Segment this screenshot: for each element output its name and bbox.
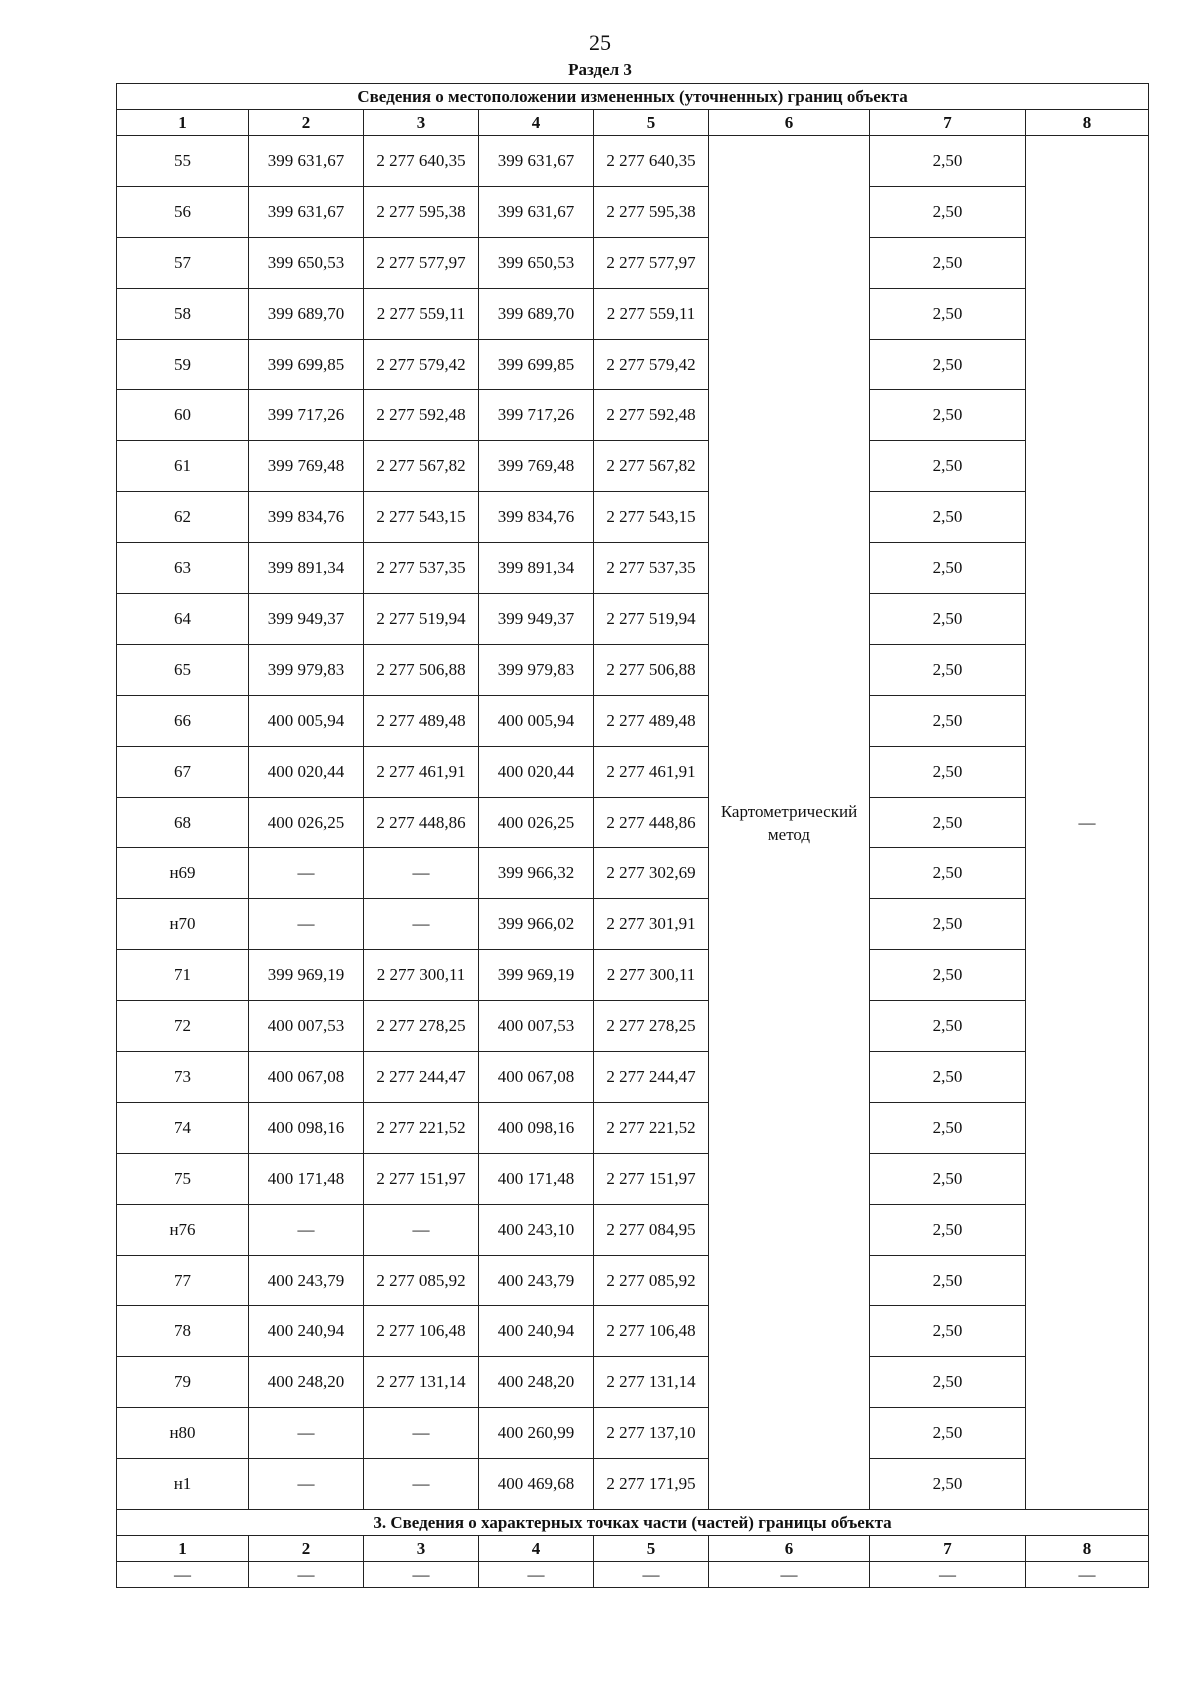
y-new-cell: 2 277 137,10 <box>594 1408 709 1459</box>
point-number-cell: 68 <box>117 797 249 848</box>
table-row <box>117 136 1149 187</box>
point-number-cell: 58 <box>117 288 249 339</box>
column-number: 4 <box>479 110 594 136</box>
column-number: 7 <box>870 110 1026 136</box>
table-body <box>117 84 1149 1588</box>
column-number-row <box>117 110 1149 136</box>
column-number: 2 <box>249 110 364 136</box>
accuracy-cell: 2,50 <box>870 1001 1026 1052</box>
point-number-cell: 60 <box>117 390 249 441</box>
y-new-cell: 2 277 244,47 <box>594 1052 709 1103</box>
x-new-cell: 399 769,48 <box>479 441 594 492</box>
y-new-cell: 2 277 278,25 <box>594 1001 709 1052</box>
x-old-cell: 399 969,19 <box>249 950 364 1001</box>
column-number: 6 <box>709 110 870 136</box>
x-new-cell: 399 979,83 <box>479 644 594 695</box>
subsection-caption: 3. Сведения о характерных точках части (частей) границы объекта <box>117 1510 1149 1536</box>
point-number-cell: 62 <box>117 492 249 543</box>
subsection-column-number: 3 <box>364 1536 479 1562</box>
x-old-cell: 400 026,25 <box>249 797 364 848</box>
point-number-cell: 66 <box>117 695 249 746</box>
y-new-cell: 2 277 461,91 <box>594 746 709 797</box>
x-old-cell: 399 717,26 <box>249 390 364 441</box>
x-old-cell: — <box>249 899 364 950</box>
subsection-empty-cell: — <box>709 1562 870 1588</box>
x-new-cell: 399 650,53 <box>479 237 594 288</box>
x-old-cell: 399 689,70 <box>249 288 364 339</box>
accuracy-cell: 2,50 <box>870 492 1026 543</box>
subsection-column-number: 5 <box>594 1536 709 1562</box>
subsection-column-number: 8 <box>1026 1536 1149 1562</box>
y-old-cell: 2 277 085,92 <box>364 1255 479 1306</box>
x-new-cell: 400 469,68 <box>479 1459 594 1510</box>
x-new-cell: 399 631,67 <box>479 186 594 237</box>
point-number-cell: 74 <box>117 1102 249 1153</box>
x-new-cell: 400 098,16 <box>479 1102 594 1153</box>
y-new-cell: 2 277 300,11 <box>594 950 709 1001</box>
point-number-cell: 57 <box>117 237 249 288</box>
table-row <box>117 1459 1149 1510</box>
x-old-cell: — <box>249 1204 364 1255</box>
x-new-cell: 399 689,70 <box>479 288 594 339</box>
accuracy-cell: 2,50 <box>870 543 1026 594</box>
y-old-cell: — <box>364 848 479 899</box>
point-number-cell: 65 <box>117 644 249 695</box>
table-row <box>117 288 1149 339</box>
point-number-cell: 73 <box>117 1052 249 1103</box>
y-new-cell: 2 277 084,95 <box>594 1204 709 1255</box>
accuracy-cell: 2,50 <box>870 746 1026 797</box>
x-old-cell: 400 067,08 <box>249 1052 364 1103</box>
table-row <box>117 441 1149 492</box>
y-new-cell: 2 277 559,11 <box>594 288 709 339</box>
y-new-cell: 2 277 543,15 <box>594 492 709 543</box>
point-number-cell: 72 <box>117 1001 249 1052</box>
x-new-cell: 399 699,85 <box>479 339 594 390</box>
y-old-cell: 2 277 592,48 <box>364 390 479 441</box>
accuracy-cell: 2,50 <box>870 1357 1026 1408</box>
y-new-cell: 2 277 579,42 <box>594 339 709 390</box>
x-old-cell: 399 699,85 <box>249 339 364 390</box>
subsection-empty-cell: — <box>870 1562 1026 1588</box>
x-old-cell: 399 631,67 <box>249 136 364 187</box>
accuracy-cell: 2,50 <box>870 288 1026 339</box>
y-old-cell: 2 277 640,35 <box>364 136 479 187</box>
table-row <box>117 594 1149 645</box>
section-title: Раздел 3 <box>568 60 632 79</box>
point-number-cell: 77 <box>117 1255 249 1306</box>
point-number-cell: н1 <box>117 1459 249 1510</box>
table-row <box>117 186 1149 237</box>
x-new-cell: 400 067,08 <box>479 1052 594 1103</box>
table-row <box>117 695 1149 746</box>
accuracy-cell: 2,50 <box>870 848 1026 899</box>
x-old-cell: 400 020,44 <box>249 746 364 797</box>
x-old-cell: 399 891,34 <box>249 543 364 594</box>
point-number-cell: 79 <box>117 1357 249 1408</box>
page-number: 25 <box>589 30 611 55</box>
accuracy-cell: 2,50 <box>870 594 1026 645</box>
y-old-cell: — <box>364 1204 479 1255</box>
column-number: 8 <box>1026 110 1149 136</box>
x-old-cell: 399 631,67 <box>249 186 364 237</box>
y-old-cell: 2 277 543,15 <box>364 492 479 543</box>
y-old-cell: 2 277 506,88 <box>364 644 479 695</box>
point-number-cell: 78 <box>117 1306 249 1357</box>
accuracy-cell: 2,50 <box>870 237 1026 288</box>
y-old-cell: 2 277 595,38 <box>364 186 479 237</box>
x-old-cell: — <box>249 1459 364 1510</box>
y-new-cell: 2 277 519,94 <box>594 594 709 645</box>
table-row <box>117 1001 1149 1052</box>
subsection-column-number: 6 <box>709 1536 870 1562</box>
table-row <box>117 644 1149 695</box>
x-old-cell: 399 834,76 <box>249 492 364 543</box>
table-row <box>117 1255 1149 1306</box>
x-new-cell: 399 949,37 <box>479 594 594 645</box>
table-row <box>117 1052 1149 1103</box>
accuracy-cell: 2,50 <box>870 1052 1026 1103</box>
y-new-cell: 2 277 106,48 <box>594 1306 709 1357</box>
accuracy-cell: 2,50 <box>870 186 1026 237</box>
accuracy-cell: 2,50 <box>870 644 1026 695</box>
x-new-cell: 399 891,34 <box>479 543 594 594</box>
table-row <box>117 1357 1149 1408</box>
accuracy-cell: 2,50 <box>870 899 1026 950</box>
x-new-cell: 400 007,53 <box>479 1001 594 1052</box>
point-number-cell: н69 <box>117 848 249 899</box>
subsection-empty-cell: — <box>117 1562 249 1588</box>
accuracy-cell: 2,50 <box>870 1306 1026 1357</box>
x-old-cell: — <box>249 1408 364 1459</box>
y-old-cell: 2 277 221,52 <box>364 1102 479 1153</box>
y-new-cell: 2 277 151,97 <box>594 1153 709 1204</box>
y-new-cell: 2 277 489,48 <box>594 695 709 746</box>
accuracy-cell: 2,50 <box>870 950 1026 1001</box>
y-new-cell: 2 277 640,35 <box>594 136 709 187</box>
accuracy-cell: 2,50 <box>870 1153 1026 1204</box>
x-new-cell: 399 966,32 <box>479 848 594 899</box>
point-number-cell: н76 <box>117 1204 249 1255</box>
point-number-cell: н80 <box>117 1408 249 1459</box>
y-new-cell: 2 277 171,95 <box>594 1459 709 1510</box>
y-new-cell: 2 277 506,88 <box>594 644 709 695</box>
y-old-cell: 2 277 244,47 <box>364 1052 479 1103</box>
table-row <box>117 1153 1149 1204</box>
x-new-cell: 400 005,94 <box>479 695 594 746</box>
y-old-cell: 2 277 461,91 <box>364 746 479 797</box>
table-row <box>117 848 1149 899</box>
table-row <box>117 746 1149 797</box>
y-new-cell: 2 277 567,82 <box>594 441 709 492</box>
point-number-cell: 63 <box>117 543 249 594</box>
y-old-cell: 2 277 577,97 <box>364 237 479 288</box>
column-number: 3 <box>364 110 479 136</box>
table-row <box>117 492 1149 543</box>
y-old-cell: 2 277 106,48 <box>364 1306 479 1357</box>
table-row <box>117 1408 1149 1459</box>
y-old-cell: 2 277 448,86 <box>364 797 479 848</box>
table-caption: Сведения о местоположении измененных (уточненных) границ объекта <box>117 84 1149 110</box>
y-new-cell: 2 277 131,14 <box>594 1357 709 1408</box>
accuracy-cell: 2,50 <box>870 339 1026 390</box>
x-new-cell: 399 834,76 <box>479 492 594 543</box>
subsection-column-number-row <box>117 1536 1149 1562</box>
x-new-cell: 400 260,99 <box>479 1408 594 1459</box>
x-new-cell: 399 966,02 <box>479 899 594 950</box>
x-new-cell: 400 240,94 <box>479 1306 594 1357</box>
y-new-cell: 2 277 302,69 <box>594 848 709 899</box>
x-new-cell: 400 243,10 <box>479 1204 594 1255</box>
point-number-cell: 67 <box>117 746 249 797</box>
x-old-cell: 400 243,79 <box>249 1255 364 1306</box>
x-new-cell: 400 026,25 <box>479 797 594 848</box>
subsection-column-number: 1 <box>117 1536 249 1562</box>
x-new-cell: 400 248,20 <box>479 1357 594 1408</box>
point-number-cell: н70 <box>117 899 249 950</box>
subsection-empty-cell: — <box>479 1562 594 1588</box>
subsection-empty-cell: — <box>1026 1562 1149 1588</box>
accuracy-cell: 2,50 <box>870 390 1026 441</box>
table-row <box>117 339 1149 390</box>
table-row <box>117 899 1149 950</box>
x-old-cell: 399 949,37 <box>249 594 364 645</box>
subsection-empty-cell: — <box>364 1562 479 1588</box>
accuracy-cell: 2,50 <box>870 1459 1026 1510</box>
table-row <box>117 543 1149 594</box>
y-old-cell: 2 277 537,35 <box>364 543 479 594</box>
accuracy-cell: 2,50 <box>870 1408 1026 1459</box>
point-number-cell: 55 <box>117 136 249 187</box>
y-old-cell: 2 277 131,14 <box>364 1357 479 1408</box>
table-row <box>117 950 1149 1001</box>
table-row <box>117 390 1149 441</box>
table-row <box>117 1204 1149 1255</box>
point-number-cell: 71 <box>117 950 249 1001</box>
y-new-cell: 2 277 537,35 <box>594 543 709 594</box>
accuracy-cell: 2,50 <box>870 1204 1026 1255</box>
y-old-cell: 2 277 579,42 <box>364 339 479 390</box>
point-number-cell: 64 <box>117 594 249 645</box>
point-number-cell: 75 <box>117 1153 249 1204</box>
accuracy-cell: 2,50 <box>870 797 1026 848</box>
subsection-empty-cell: — <box>594 1562 709 1588</box>
y-new-cell: 2 277 301,91 <box>594 899 709 950</box>
boundary-table <box>116 83 1149 1588</box>
y-old-cell: 2 277 489,48 <box>364 695 479 746</box>
x-old-cell: 399 979,83 <box>249 644 364 695</box>
table-row <box>117 797 1149 848</box>
y-new-cell: 2 277 085,92 <box>594 1255 709 1306</box>
x-old-cell: 399 769,48 <box>249 441 364 492</box>
column-number: 5 <box>594 110 709 136</box>
accuracy-cell: 2,50 <box>870 695 1026 746</box>
y-old-cell: — <box>364 1459 479 1510</box>
subsection-column-number: 7 <box>870 1536 1026 1562</box>
subsection-empty-cell: — <box>249 1562 364 1588</box>
point-number-cell: 59 <box>117 339 249 390</box>
point-number-cell: 56 <box>117 186 249 237</box>
table-row <box>117 1306 1149 1357</box>
y-old-cell: 2 277 300,11 <box>364 950 479 1001</box>
y-new-cell: 2 277 577,97 <box>594 237 709 288</box>
table-row <box>117 1102 1149 1153</box>
x-old-cell: 400 007,53 <box>249 1001 364 1052</box>
y-old-cell: — <box>364 1408 479 1459</box>
column-number: 1 <box>117 110 249 136</box>
y-old-cell: 2 277 559,11 <box>364 288 479 339</box>
y-new-cell: 2 277 592,48 <box>594 390 709 441</box>
x-old-cell: 400 240,94 <box>249 1306 364 1357</box>
y-old-cell: 2 277 278,25 <box>364 1001 479 1052</box>
accuracy-cell: 2,50 <box>870 441 1026 492</box>
x-old-cell: 400 171,48 <box>249 1153 364 1204</box>
point-number-cell: 61 <box>117 441 249 492</box>
subsection-caption-row <box>117 1510 1149 1536</box>
x-old-cell: — <box>249 848 364 899</box>
accuracy-cell: 2,50 <box>870 1102 1026 1153</box>
accuracy-cell: 2,50 <box>870 136 1026 187</box>
x-old-cell: 400 098,16 <box>249 1102 364 1153</box>
x-new-cell: 399 717,26 <box>479 390 594 441</box>
subsection-column-number: 2 <box>249 1536 364 1562</box>
x-old-cell: 400 005,94 <box>249 695 364 746</box>
y-new-cell: 2 277 448,86 <box>594 797 709 848</box>
subsection-empty-row <box>117 1562 1149 1588</box>
y-old-cell: — <box>364 899 479 950</box>
x-new-cell: 399 631,67 <box>479 136 594 187</box>
y-new-cell: 2 277 221,52 <box>594 1102 709 1153</box>
subsection-column-number: 4 <box>479 1536 594 1562</box>
y-old-cell: 2 277 151,97 <box>364 1153 479 1204</box>
x-old-cell: 400 248,20 <box>249 1357 364 1408</box>
table-row <box>117 237 1149 288</box>
method-cell: Картометрический метод <box>709 136 870 1510</box>
x-new-cell: 400 243,79 <box>479 1255 594 1306</box>
x-new-cell: 400 171,48 <box>479 1153 594 1204</box>
y-old-cell: 2 277 567,82 <box>364 441 479 492</box>
y-new-cell: 2 277 595,38 <box>594 186 709 237</box>
table-caption-row <box>117 84 1149 110</box>
column-8-cell: — <box>1026 136 1149 1510</box>
y-old-cell: 2 277 519,94 <box>364 594 479 645</box>
accuracy-cell: 2,50 <box>870 1255 1026 1306</box>
x-new-cell: 400 020,44 <box>479 746 594 797</box>
x-new-cell: 399 969,19 <box>479 950 594 1001</box>
x-old-cell: 399 650,53 <box>249 237 364 288</box>
